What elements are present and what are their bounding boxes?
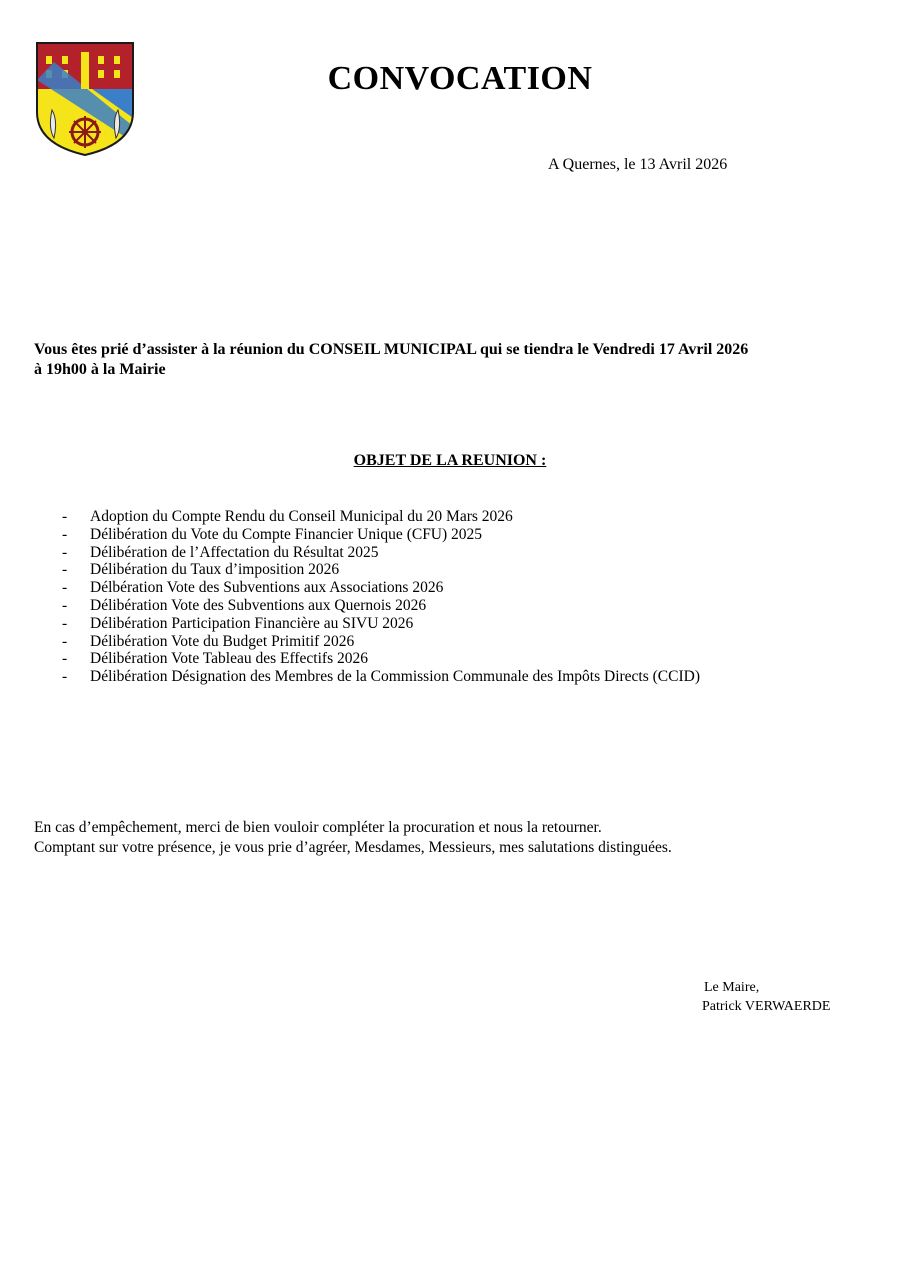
coat-of-arms-icon [34, 40, 136, 158]
bullet-dash: - [62, 668, 68, 686]
agenda-item-text: Délibération du Vote du Compte Financier Unique (CFU) 2025 [90, 525, 483, 543]
agenda-list [62, 508, 700, 686]
agenda-item-text: Délibération Désignation des Membres de la Commission Communale des Impôts Directs (CCID) [90, 668, 700, 686]
signature-block [704, 978, 830, 1016]
agenda-item [62, 633, 700, 651]
closing-line: En cas d’empêchement, merci de bien vouloir compléter la procuration et nous la retourner. [34, 819, 602, 836]
agenda-item [62, 650, 700, 668]
agenda-item [62, 597, 700, 615]
agenda-item [62, 615, 700, 633]
meeting-invitation [34, 340, 874, 380]
bullet-dash: - [62, 543, 68, 561]
bullet-dash: - [62, 579, 68, 597]
signatory-role: Le Maire, [704, 980, 760, 995]
bullet-dash: - [62, 632, 68, 650]
date-location: A Quernes, le 13 Avril 2026 [548, 156, 728, 173]
invitation-line: à 19h00 à la Mairie [34, 361, 166, 378]
signatory-name: Patrick VERWAERDE [702, 999, 831, 1014]
agenda-item-text: Délibération Vote Tableau des Effectifs 2026 [90, 650, 368, 668]
agenda-item-text: Délibération de l’Affectation du Résultat 2025 [90, 543, 379, 561]
agenda-item-text: Délbération Vote des Subventions aux Associations 2026 [90, 579, 444, 597]
agenda-item-text: Adoption du Compte Rendu du Conseil Municipal du 20 Mars 2026 [90, 508, 513, 525]
agenda-item-text: Délibération Participation Financière au SIVU 2026 [90, 614, 414, 632]
bullet-dash: - [62, 614, 68, 632]
page-title: CONVOCATION [327, 60, 593, 97]
bullet-dash: - [62, 561, 68, 579]
agenda-item [62, 561, 700, 579]
bullet-dash: - [62, 508, 68, 525]
bullet-dash: - [62, 525, 68, 543]
agenda-item [62, 544, 700, 562]
bullet-dash: - [62, 650, 68, 668]
invitation-line: Vous êtes prié d’assister à la réunion du CONSEIL MUNICIPAL qui se tiendra le Vendredi 17 Avril 2026 [34, 341, 749, 358]
closing-line: Comptant sur votre présence, je vous prie d’agréer, Mesdames, Messieurs, mes salutations distinguées. [34, 839, 672, 856]
agenda-item-text: Délibération du Taux d’imposition 2026 [90, 561, 340, 579]
agenda-item-text: Délibération Vote du Budget Primitif 2026 [90, 632, 355, 650]
bullet-dash: - [62, 596, 68, 614]
agenda-item [62, 668, 700, 686]
agenda-item-text: Délibération Vote des Subventions aux Quernois 2026 [90, 596, 427, 614]
closing-paragraph [34, 818, 672, 858]
agenda-item [62, 579, 700, 597]
agenda-item [62, 526, 700, 544]
agenda-heading: OBJET DE LA REUNION : [353, 452, 547, 469]
agenda-item [62, 508, 700, 526]
